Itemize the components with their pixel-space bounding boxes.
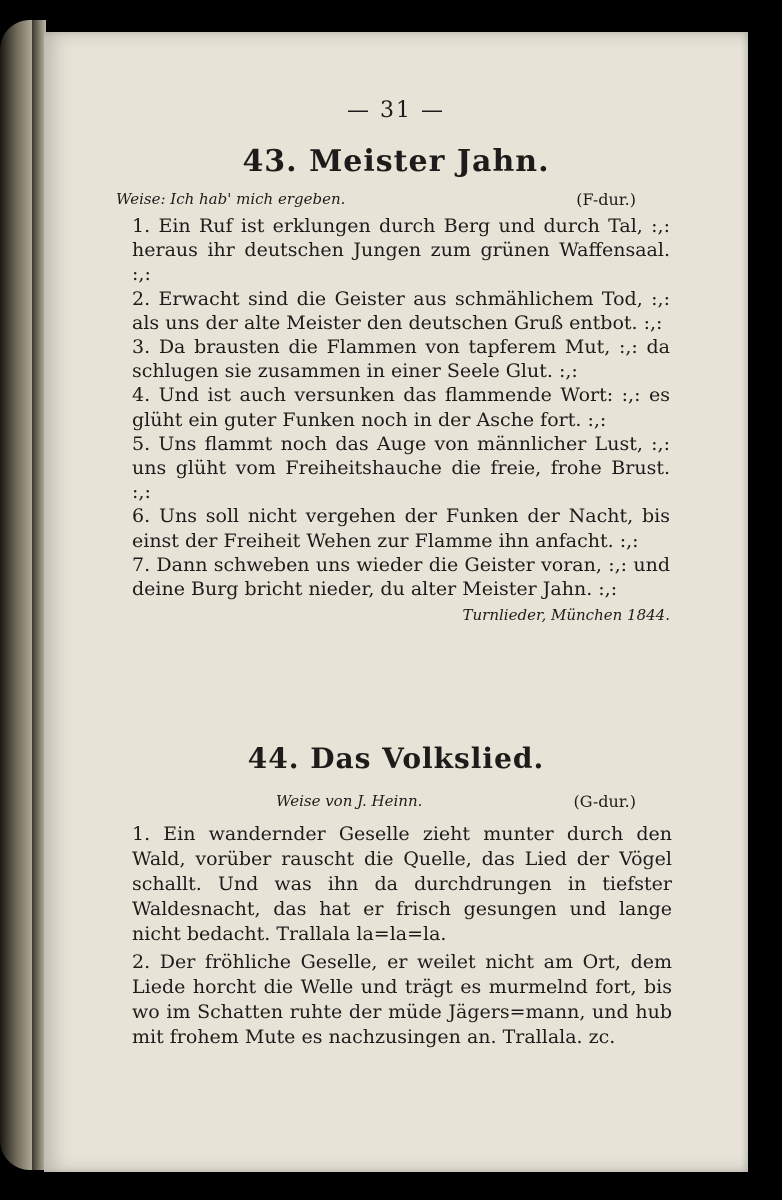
verse: 4. Und ist auch versunken das flammende Wort: :,: es glüht ein guter Funken noch in der Asche fort. :,: [132, 384, 670, 431]
song-meta-44 [116, 792, 636, 810]
verse: 3. Da brausten die Flammen von tapferem Mut, :,: da schlugen sie zusammen in einer Seele Glut. :,: [132, 336, 670, 383]
melody-note: Weise von J. Heinn. [276, 792, 423, 810]
song-title-44: 44. Das Volkslied. [247, 742, 545, 775]
song-verses-44 [132, 822, 672, 1053]
verse: 1. Ein Ruf ist erklungen durch Berg und durch Tal, :,: heraus ihr deutschen Jungen zum grünen Waffensaal. :,: [132, 215, 670, 286]
song-verses-43 [132, 214, 670, 627]
song-key: (G-dur.) [573, 792, 636, 811]
song-key: (F-dur.) [576, 190, 636, 209]
song-title-43: 43. Meister Jahn. [242, 144, 550, 179]
verse: 1. Ein wandernder Geselle zieht munter durch den Wald, vorüber rauscht die Quelle, das Lied der Vögel schallt. Und was ihn da durchdrungen in tiefster Waldesnacht, das hat er frisch gesungen und lange nicht bedacht. Trallala la=la=la. [132, 823, 672, 945]
verse: 6. Uns soll nicht vergehen der Funken der Nacht, bis einst der Freiheit Wehen zur Flamme ihn anfacht. :,: [132, 505, 670, 552]
verse: 2. Erwacht sind die Geister aus schmählichem Tod, :,: als uns der alte Meister den deutschen Gruß entbot. :,: [132, 287, 670, 334]
song-source: Turnlieder, München 1844. [462, 606, 670, 625]
verse: 5. Uns flammt noch das Auge von männlicher Lust, :,: uns glüht vom Freiheitshauche die freie, frohe Brust. :,: [132, 432, 670, 504]
verse: 2. Der fröhliche Geselle, er weilet nicht am Ort, dem Liede horcht die Welle und trägt es murmelnd fort, bis wo im Schatten ruhte der müde Jägers=mann, und hub mit frohem Mute es nachzusingen an. Trallala. zc. [132, 951, 672, 1048]
page-number: — 31 — [347, 98, 445, 123]
book-page [44, 32, 748, 1172]
verse: 7. Dann schweben uns wieder die Geister voran, :,: und deine Burg bricht nieder, du alter Meister Jahn. :,: [132, 553, 670, 601]
song-meta-43 [116, 190, 636, 208]
melody-note: Weise: Ich hab' mich ergeben. [116, 190, 346, 208]
